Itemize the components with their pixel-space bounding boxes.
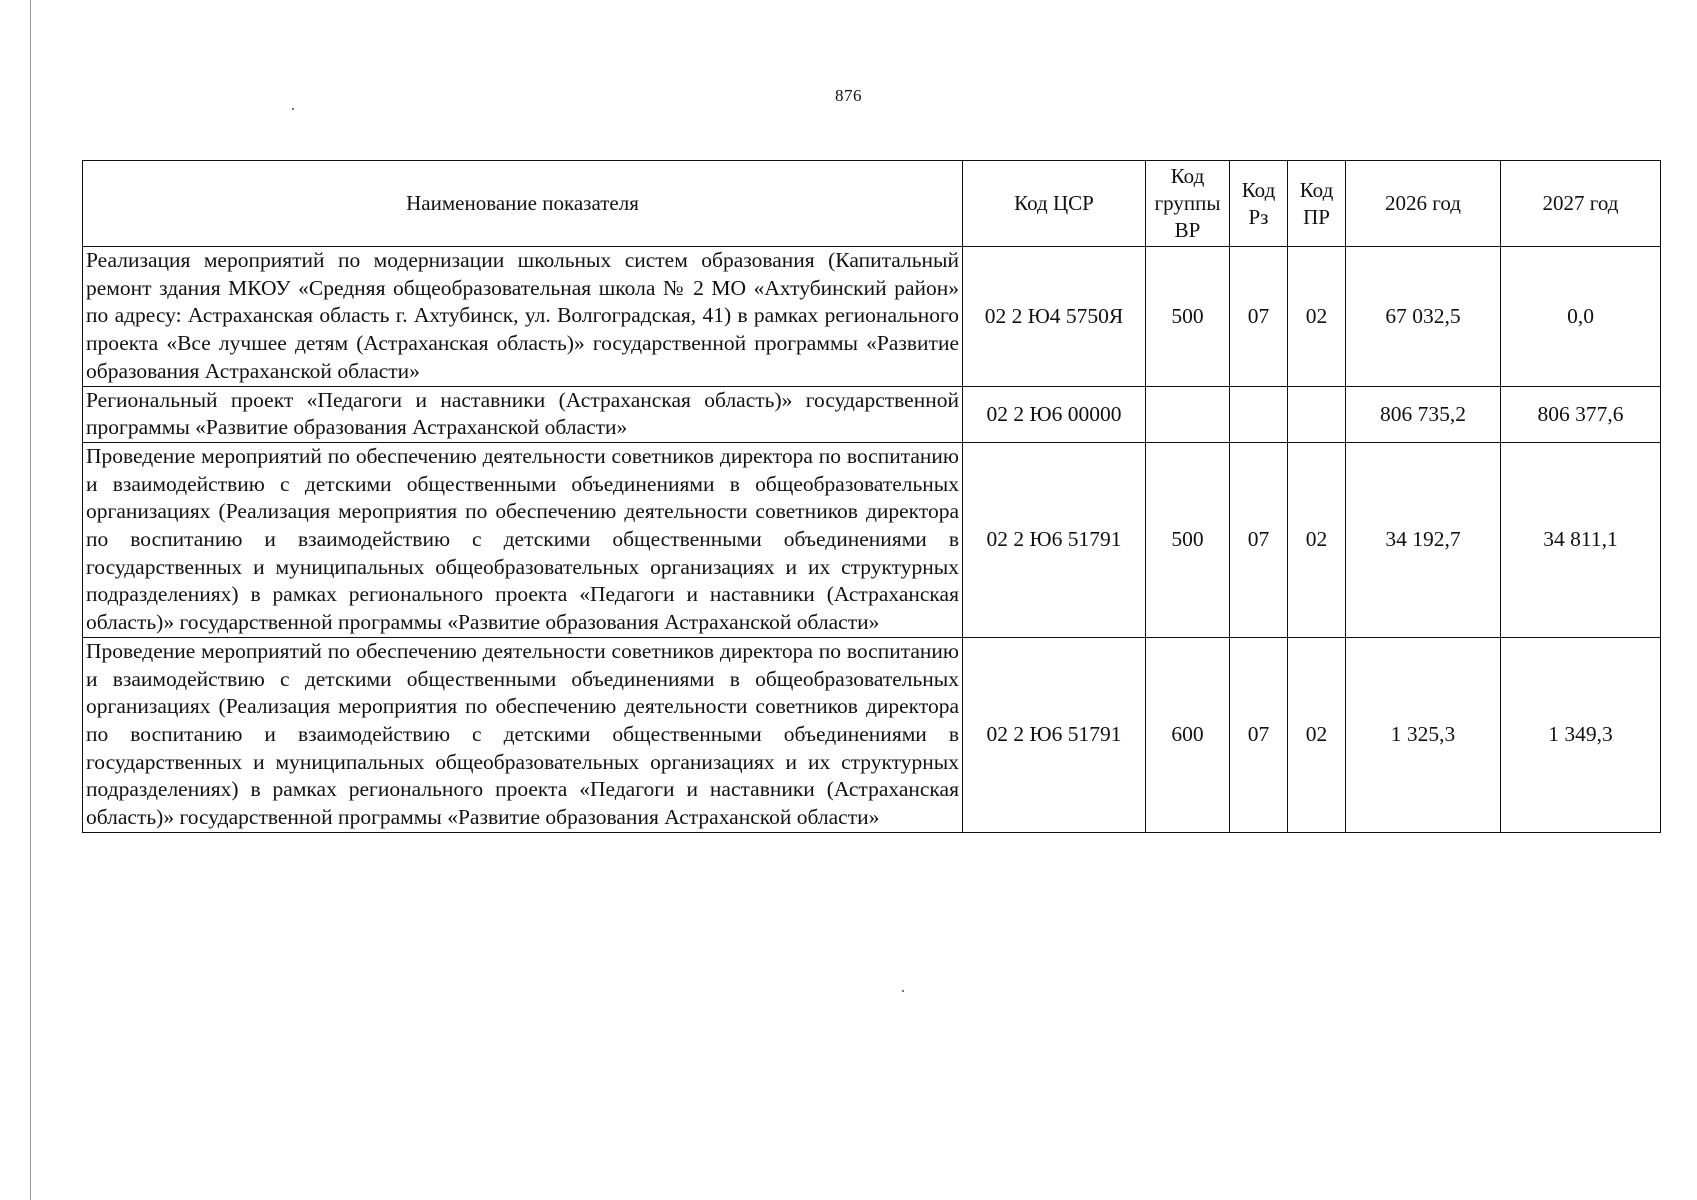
row-pr: 02 [1288,442,1346,637]
table-row [83,247,1661,387]
scan-speck [902,990,904,992]
header-2027: 2027 год [1501,161,1661,247]
budget-table [82,160,1661,833]
row-csr: 02 2 Ю6 51791 [963,442,1146,637]
row-pr: 02 [1288,247,1346,387]
row-2026: 1 325,3 [1346,637,1501,832]
row-2026: 806 735,2 [1346,386,1501,442]
row-rz [1230,386,1288,442]
table-row [83,386,1661,442]
row-vr: 500 [1146,442,1230,637]
row-2026: 67 032,5 [1346,247,1501,387]
row-name: Проведение мероприятий по обеспечению деятельности советников директора по воспитанию и взаимодействию с детскими общественными объединениями в общеобразовательных организациях (Реализация мероприятия по обеспечению деятельности советников директора по воспитанию и взаимодействию с детскими общественными объединениями в государственных и муниципальных общеобразовательных организациях и их структурных подразделениях) в рамках регионального проекта «Педагоги и наставники (Астраханская область)» государственной программы «Развитие образования Астраханской области» [83,637,963,832]
page-number: 876 [835,86,862,105]
table-row [83,637,1661,832]
header-rz: Код Рз [1230,161,1288,247]
row-2027: 806 377,6 [1501,386,1661,442]
scan-edge-line [30,0,31,1200]
row-2027: 0,0 [1501,247,1661,387]
row-pr [1288,386,1346,442]
header-pr: Код ПР [1288,161,1346,247]
scan-speck [292,108,294,110]
row-csr: 02 2 Ю6 51791 [963,637,1146,832]
row-vr: 600 [1146,637,1230,832]
row-name: Проведение мероприятий по обеспечению деятельности советников директора по воспитанию и взаимодействию с детскими общественными объединениями в общеобразовательных организациях (Реализация мероприятия по обеспечению деятельности советников директора по воспитанию и взаимодействию с детскими общественными объединениями в государственных и муниципальных общеобразовательных организациях и их структурных подразделениях) в рамках регионального проекта «Педагоги и наставники (Астраханская область)» государственной программы «Развитие образования Астраханской области» [83,442,963,637]
row-pr: 02 [1288,637,1346,832]
row-rz: 07 [1230,442,1288,637]
row-vr: 500 [1146,247,1230,387]
row-csr: 02 2 Ю4 5750Я [963,247,1146,387]
row-name: Реализация мероприятий по модернизации школьных систем образования (Капитальный ремонт здания МКОУ «Средняя общеобразовательная школа № 2 МО «Ахтубинский район» по адресу: Астраханская область г. Ахтубинск, ул. Волгоградская, 41) в рамках регионального проекта «Все лучшее детям (Астраханская область)» государственной программы «Развитие образования Астраханской области» [83,247,963,387]
row-2027: 1 349,3 [1501,637,1661,832]
row-rz: 07 [1230,247,1288,387]
row-csr: 02 2 Ю6 00000 [963,386,1146,442]
row-2027: 34 811,1 [1501,442,1661,637]
row-rz: 07 [1230,637,1288,832]
table-header-row [83,161,1661,247]
header-2026: 2026 год [1346,161,1501,247]
row-name: Региональный проект «Педагоги и наставники (Астраханская область)» государственной программы «Развитие образования Астраханской области» [83,386,963,442]
row-vr [1146,386,1230,442]
header-vr: Код группы ВР [1146,161,1230,247]
header-name: Наименование показателя [83,161,963,247]
header-csr: Код ЦСР [963,161,1146,247]
row-2026: 34 192,7 [1346,442,1501,637]
table-row [83,442,1661,637]
